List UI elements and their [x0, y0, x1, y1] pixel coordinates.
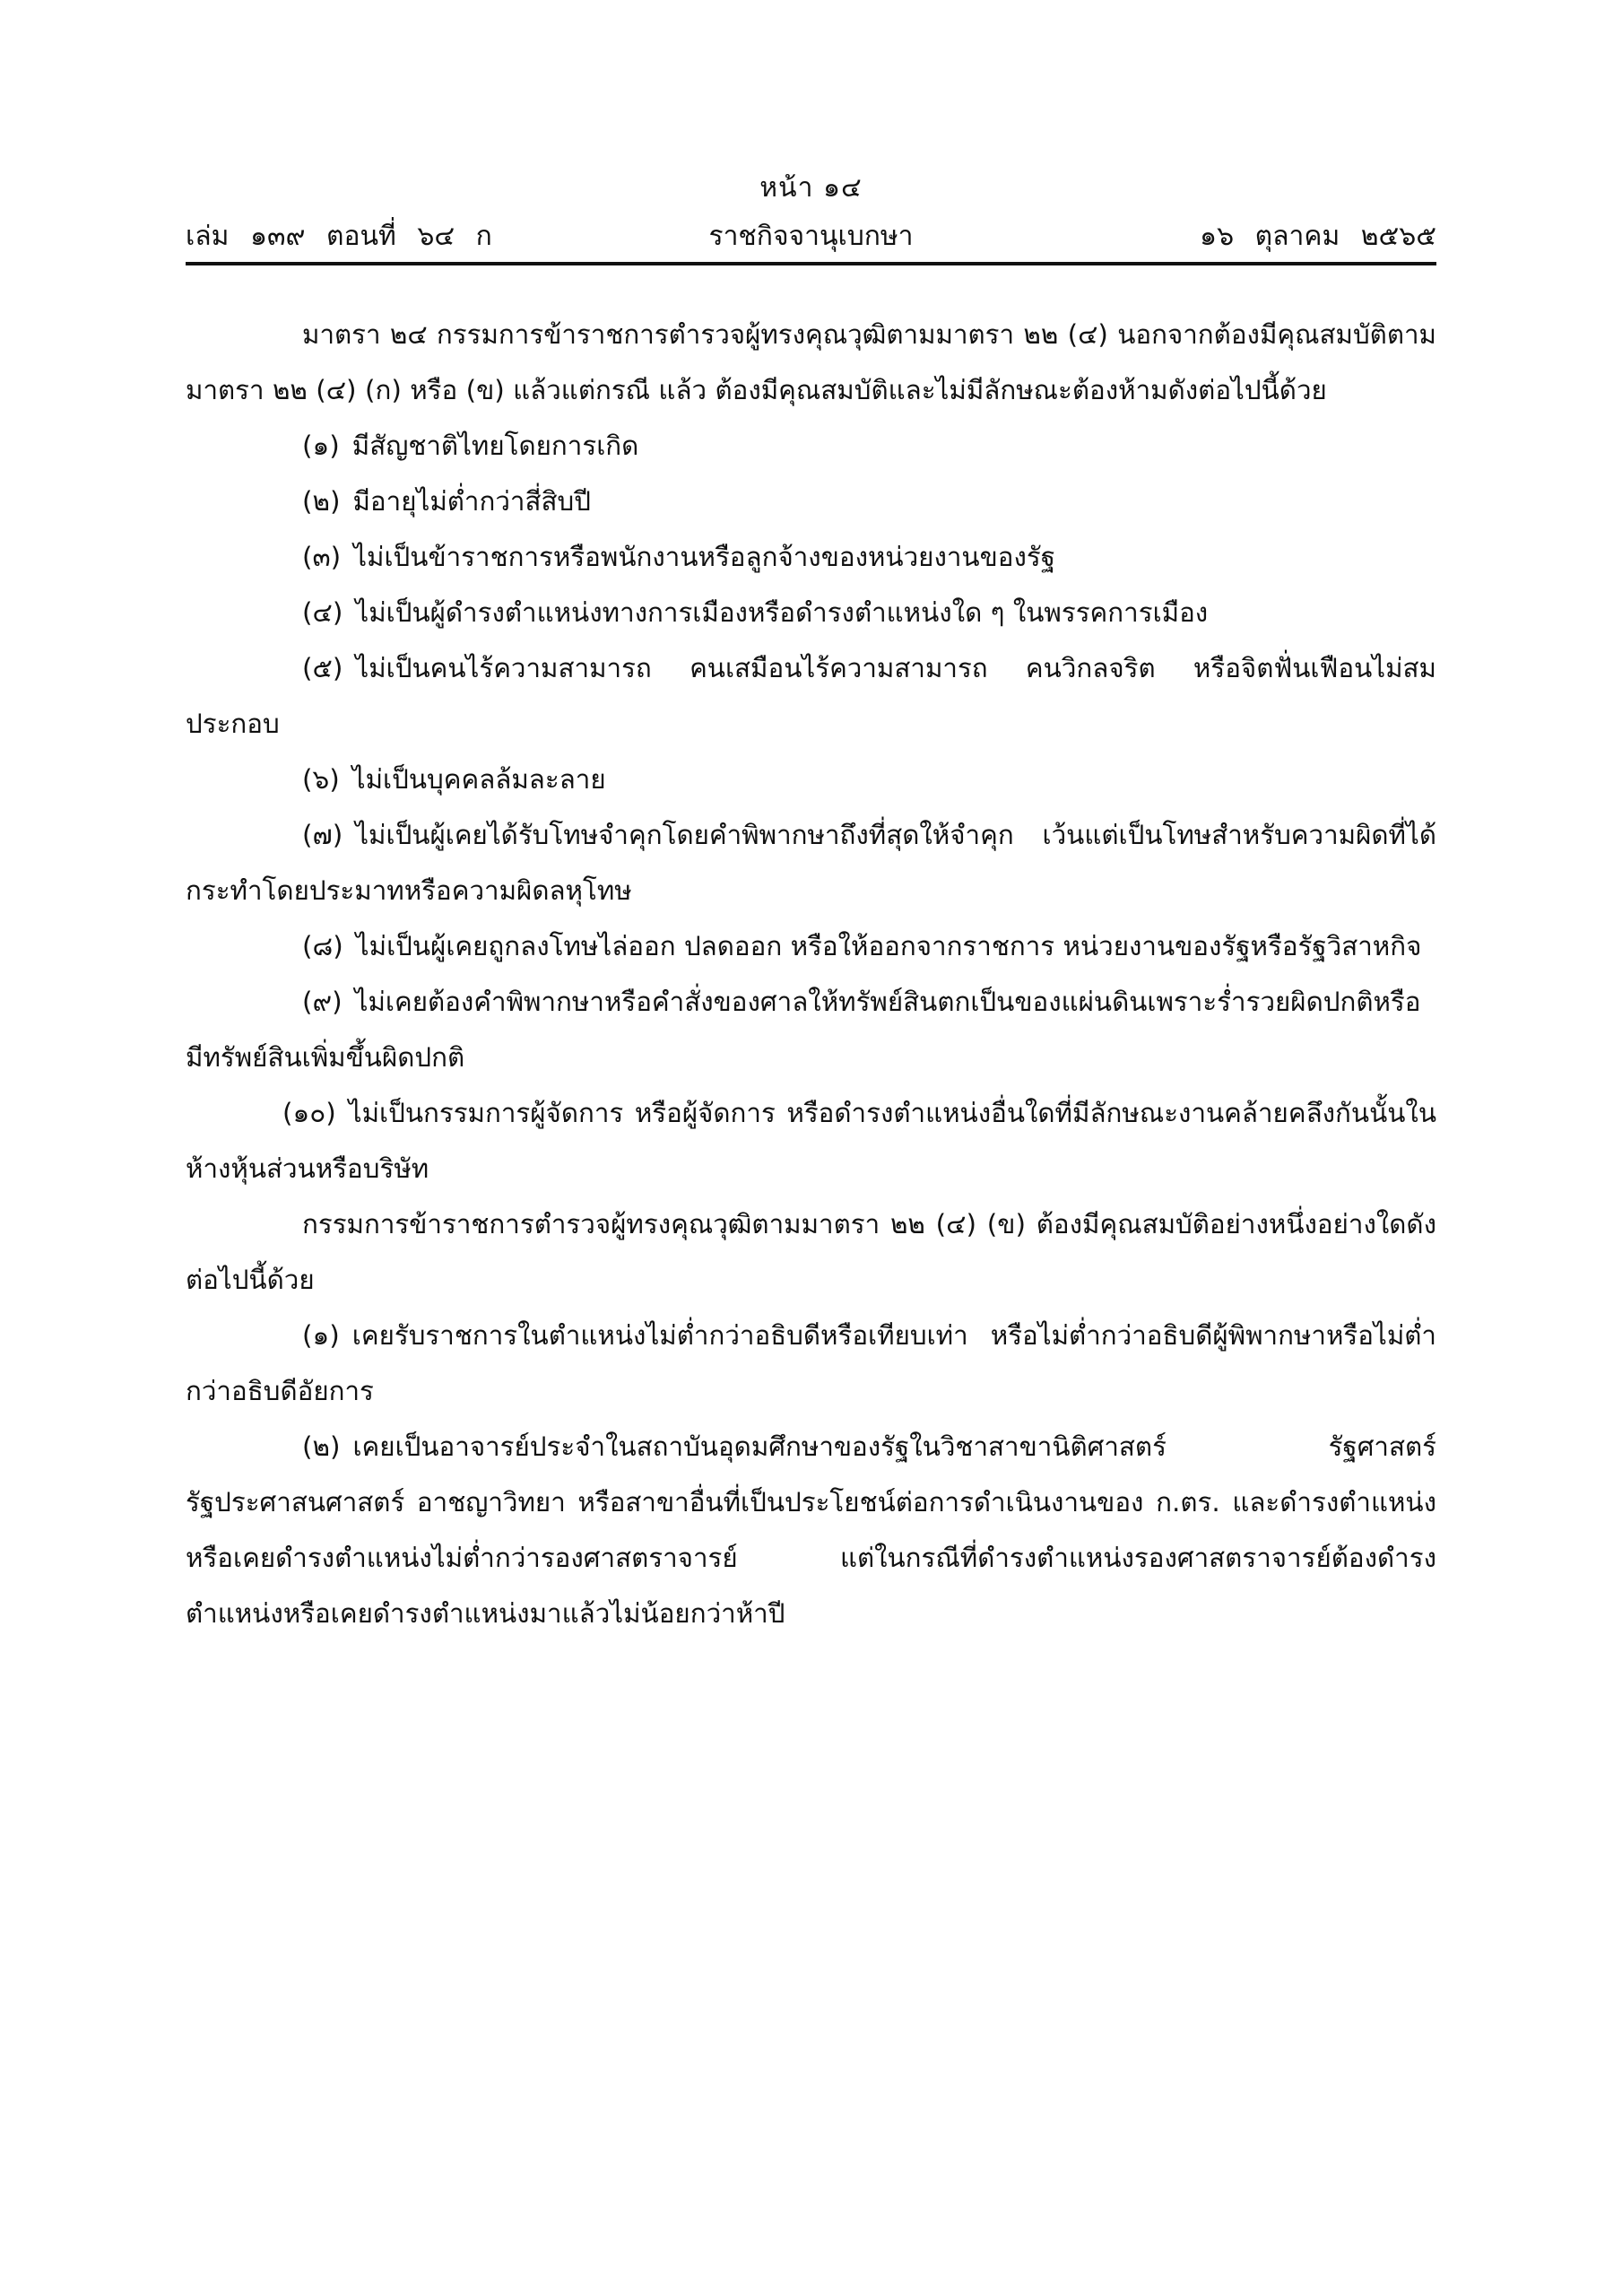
qualification-item — [186, 474, 1436, 529]
qualification-item — [186, 1085, 1436, 1196]
item-text: เคยเป็นอาจารย์ประจำในสถาบันอุดมศึกษาของรัฐในวิชาสาขานิติศาสตร์ รัฐศาสตร์รัฐประศาสนศาสตร์ อาชญาวิทยา หรือสาขาอื่นที่เป็นประโยชน์ต่อการดำเนินงานของ ก.ตร. และดำรงตำแหน่งหรือเคยดำรงตำแหน่งไม่ต่ำกว่ารองศาสตราจารย์ แต่ในกรณีที่ดำรงตำแหน่งรองศาสตราจารย์ต้องดำรงตำแหน่งหรือเคยดำรงตำแหน่งมาแล้วไม่น้อยกว่าห้าปี — [186, 1431, 1436, 1629]
section-24-intro: มาตรา ๒๔ กรรมการข้าราชการตำรวจผู้ทรงคุณวุฒิตามมาตรา ๒๒ (๔) นอกจากต้องมีคุณสมบัติตามมาตรา ๒๒ (๔) (ก) หรือ (ข) แล้วแต่กรณี แล้ว ต้องมีคุณสมบัติและไม่มีลักษณะต้องห้ามดังต่อไปนี้ด้วย — [186, 319, 1436, 405]
qualification-item — [186, 752, 1436, 807]
item-number: (๒) — [302, 1431, 341, 1462]
alternative-item — [186, 1419, 1436, 1641]
item-number: (๓) — [302, 542, 342, 572]
item-text: ไม่เป็นบุคคลล้มละลาย — [351, 764, 606, 795]
volume-issue: เล่ม ๑๓๙ ตอนที่ ๖๔ ก — [186, 221, 492, 252]
item-number: (๗) — [302, 820, 343, 850]
alternative-item — [186, 1308, 1436, 1419]
gazette-header — [186, 215, 1436, 255]
qualification-item — [186, 640, 1436, 752]
qualification-item — [186, 418, 1436, 474]
item-text: ไม่เคยต้องคำพิพากษาหรือคำสั่งของศาลให้ทรัพย์สินตกเป็นของแผ่นดินเพราะร่ำรวยผิดปกติหรือมีทรัพย์สินเพิ่มขึ้นผิดปกติ — [186, 987, 1421, 1073]
item-text: เคยรับราชการในตำแหน่งไม่ต่ำกว่าอธิบดีหรือเทียบเท่า หรือไม่ต่ำกว่าอธิบดีผู้พิพากษาหรือไม่ต่ำกว่าอธิบดีอัยการ — [186, 1320, 1436, 1406]
header-divider — [186, 262, 1436, 265]
item-text: มีสัญชาติไทยโดยการเกิด — [351, 430, 639, 461]
item-text: มีอายุไม่ต่ำกว่าสี่สิบปี — [352, 486, 591, 517]
item-text: ไม่เป็นผู้ดำรงตำแหน่งทางการเมืองหรือดำรงตำแหน่งใด ๆ ในพรรคการเมือง — [355, 597, 1209, 628]
publication-title: ราชกิจจานุเบกษา — [708, 221, 914, 252]
item-text: ไม่เป็นผู้เคยได้รับโทษจำคุกโดยคำพิพากษาถึงที่สุดให้จำคุก เว้นแต่เป็นโทษสำหรับความผิดที่ได้กระทำโดยประมาทหรือความผิดลหุโทษ — [186, 820, 1436, 906]
item-text: ไม่เป็นคนไร้ความสามารถ คนเสมือนไร้ความสามารถ คนวิกลจริต หรือจิตฟั่นเฟือนไม่สมประกอบ — [186, 653, 1436, 739]
qualification-item — [186, 585, 1436, 640]
item-number: (๘) — [302, 931, 343, 961]
qualification-item — [186, 807, 1436, 918]
qualification-item — [186, 918, 1436, 974]
item-number: (๑) — [302, 1320, 340, 1351]
item-number: (๑) — [302, 430, 340, 461]
item-number: (๖) — [302, 764, 340, 795]
section-22-4-b-intro: กรรมการข้าราชการตำรวจผู้ทรงคุณวุฒิตามมาตรา ๒๒ (๔) (ข) ต้องมีคุณสมบัติอย่างหนึ่งอย่างใดดังต่อไปนี้ด้วย — [186, 1209, 1436, 1295]
page-number: หน้า ๑๔ — [759, 172, 863, 204]
qualification-item — [186, 529, 1436, 585]
item-number: (๕) — [302, 653, 343, 683]
qualification-item — [186, 974, 1436, 1085]
item-number: (๒) — [302, 486, 341, 517]
item-text: ไม่เป็นผู้เคยถูกลงโทษไล่ออก ปลดออก หรือให้ออกจากราชการ หน่วยงานของรัฐหรือรัฐวิสาหกิจ — [355, 931, 1422, 961]
publication-date: ๑๖ ตุลาคม ๒๕๖๕ — [1200, 221, 1436, 252]
item-number: (๑๐) — [282, 1098, 336, 1128]
document-body — [186, 307, 1436, 1641]
item-number: (๔) — [302, 597, 343, 628]
item-text: ไม่เป็นข้าราชการหรือพนักงานหรือลูกจ้างของหน่วยงานของรัฐ — [353, 542, 1055, 572]
item-text: ไม่เป็นกรรมการผู้จัดการ หรือผู้จัดการ หรือดำรงตำแหน่งอื่นใดที่มีลักษณะงานคล้ายคลึงกันนั้นในห้างหุ้นส่วนหรือบริษัท — [186, 1098, 1436, 1184]
item-number: (๙) — [302, 987, 343, 1017]
